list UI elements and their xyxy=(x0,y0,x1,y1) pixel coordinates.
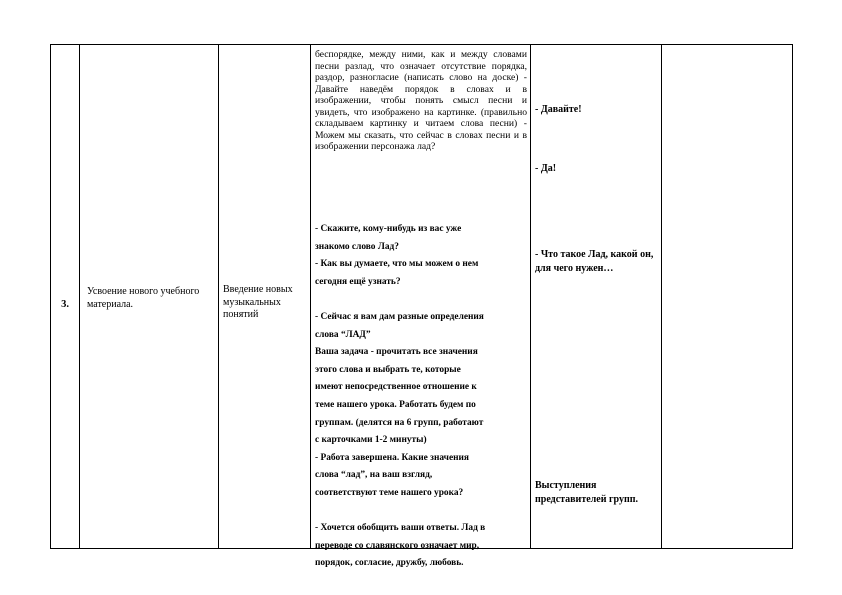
teacher-activity-lines xyxy=(315,221,527,573)
lesson-plan-table xyxy=(50,44,793,569)
teacher-line: - Скажите, кому-нибудь из вас уже xyxy=(315,224,462,234)
lesson-stage: Усвоение нового учебного материала. xyxy=(87,286,200,310)
teacher-activity-paragraph: беспорядке, между ними, как и между словами песни разлад, что означает отсутствие порядка, раздор, разногласие (написать слово на доске) - Давайте наведём порядок в словах и в изображении, чтобы понять смысл песни и увидеть, что изображено на картинке. (правильно складываем картинку и читаем слова песни) - Можем мы сказать, что сейчас в словах песни и в изображении персонажа лад? xyxy=(315,49,527,152)
empty-notes-cell xyxy=(666,45,786,548)
student-response-3: - Что такое Лад, какой он, для чего нужен… xyxy=(535,249,654,274)
teacher-line xyxy=(315,291,527,309)
column-divider xyxy=(661,45,662,548)
teacher-line: имеют непосредственное отношение к xyxy=(315,382,477,393)
column-divider xyxy=(310,45,311,548)
row-number: 3. xyxy=(61,299,69,310)
teacher-line: знакомо слово Лад? xyxy=(315,241,399,252)
teacher-line: переводе со славянского означает мир, xyxy=(315,540,480,551)
teacher-line: - Работа завершена. Какие значения xyxy=(315,452,469,463)
teacher-line: - Как вы думаете, что мы можем о нем xyxy=(315,259,479,270)
teacher-line: - Хочется обобщить ваши ответы. Лад в xyxy=(315,523,486,534)
column-divider xyxy=(530,45,531,548)
student-response-1: - Давайте! xyxy=(535,104,582,115)
teacher-line: группам. (делятся на 6 групп, работают xyxy=(315,417,484,428)
teacher-line: этого слова и выбрать те, которые xyxy=(315,364,461,375)
column-divider xyxy=(218,45,219,548)
student-response-4: Выступления представителей групп. xyxy=(535,480,638,505)
teacher-line: с карточками 1-2 минуты) xyxy=(315,435,427,446)
teacher-line: - Сейчас я вам дам разные определения xyxy=(315,311,484,322)
teacher-line: соответствуют теме нашего урока? xyxy=(315,487,464,498)
teacher-line: Ваша задача - прочитать все значения xyxy=(315,347,478,358)
student-response-2: - Да! xyxy=(535,163,557,174)
teacher-line xyxy=(315,503,527,521)
teacher-line: слова “лад”, на ваш взгляд, xyxy=(315,470,433,481)
column-divider xyxy=(79,45,80,548)
teacher-line: слова “ЛАД” xyxy=(315,329,371,340)
stage-task: Введение новых музыкальных понятий xyxy=(223,284,293,320)
teacher-line: теме нашего урока. Работать будем по xyxy=(315,399,476,410)
teacher-line: порядок, согласие, дружбу, любовь. xyxy=(315,558,464,569)
teacher-line: сегодня ещё узнать? xyxy=(315,276,401,287)
